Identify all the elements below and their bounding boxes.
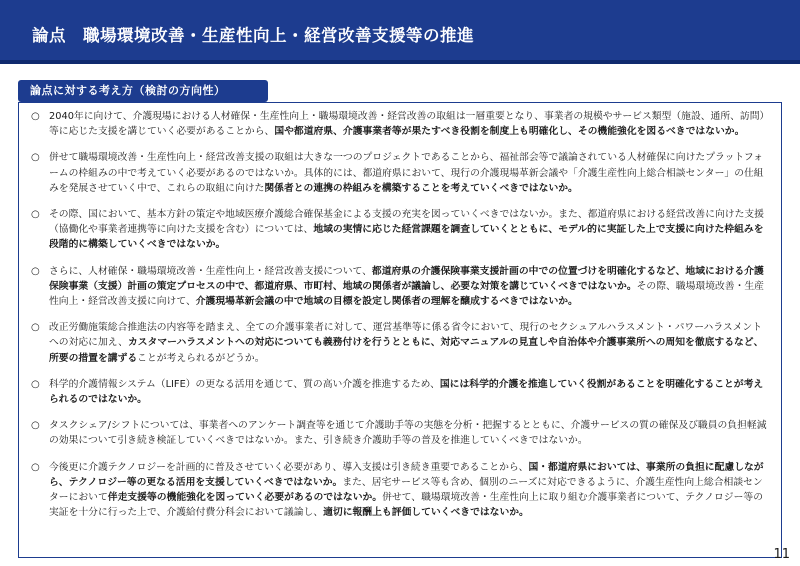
body-text: 併せて、職場環境改善・生産性向上に取り組む介護事業者について、テクノロジー等の実証を十分に行った上で、介護給付費分科会において議論し、 — [49, 492, 763, 519]
bold-text: 国や都道府県、介護事業者等が果たすべき役割を制度上も明確化し、その機能強化を図るべきではないか。 — [274, 126, 745, 138]
body-text: その際、職場環境改善・生産性向上・経営改善支援に向けて、 — [49, 280, 764, 308]
bold-text: 関係者との連携の枠組みを構築することを考えていくべきではないか。 — [264, 182, 578, 194]
bullet-item — [31, 418, 769, 448]
body-text: ことが考えられるがどうか。 — [137, 352, 265, 364]
bullet-marker: ○ — [31, 461, 40, 473]
bullet-item — [31, 207, 769, 253]
bold-text: 伴走支援等の機能強化を図っていく必要があるのではないか。 — [107, 492, 383, 504]
bullet-marker: ○ — [31, 265, 40, 277]
bold-text: 適切に報酬上も評価していくべきではないか。 — [323, 507, 529, 519]
body-text: 併せて職場環境改善・生産性向上・経営改善支援の取組は大きな一つのプロジェクトであることから、福祉部会等で議論されている人材確保に向けたプラットフォームの枠組みの中で考えていく必要があるのではないか。具体的には、都道府県において、現行の介護現場革新会議や「介護生産性向上総合相談センター」の仕組みを発展させていく中で、これらの取組に向けた — [49, 152, 764, 194]
bullet-item — [31, 264, 769, 310]
body-text: さらに、人材確保・職場環境改善・生産性向上・経営改善支援について、 — [49, 265, 372, 277]
bullet-item — [31, 109, 769, 139]
bullet-marker: ○ — [31, 378, 40, 390]
body-text: その際、国において、基本方針の策定や地域医療介護総合確保基金による支援の充実を図っていくべきではないか。また、都道府県における経営改善に向けた支援（協働化や事業者連携等に向けた支援を含む）については、 — [49, 209, 764, 236]
content-box — [18, 102, 782, 558]
bold-text: 介護現場革新会議の中で地域の目標を設定し関係者の理解を醸成するべきではないか。 — [195, 296, 578, 308]
page-number: 11 — [773, 547, 790, 562]
body-text: 今後更に介護テクノロジーを計画的に普及させていく必要があり、導入支援は引き続き重要であることから、 — [49, 461, 529, 473]
body-text: 改正労働施策総合推進法の内容等を踏まえ、全ての介護事業者に対して、運営基準等に係る省令において、現行のセクシュアルハラスメント・パワーハラスメントへの対応に加え、 — [49, 322, 763, 349]
bullet-item — [31, 150, 769, 196]
bullet-marker: ○ — [31, 420, 40, 432]
bullet-marker: ○ — [31, 111, 40, 122]
bold-text: 地域の実情に応じた経営課題を調査していくとともに、モデル的に実証した上で支援に向けた枠組みを段階的に構築していくべきではないか。 — [49, 224, 764, 251]
bold-text: 国・都道府県においては、事業所の負担に配慮しながら、テクノロジー等の更なる活用を支援していくべきではないか。 — [49, 461, 764, 488]
bullet-marker: ○ — [31, 152, 40, 164]
bullet-item — [31, 377, 769, 407]
bullet-item — [31, 460, 769, 521]
bullet-marker: ○ — [31, 209, 40, 221]
section-label: 論点に対する考え方（検討の方向性） — [18, 80, 268, 102]
bullet-marker: ○ — [31, 322, 40, 334]
bold-text: カスタマーハラスメントへの対応についても義務付けを行うとともに、対応マニュアルの見直しや自治体や介護事業所への周知を徹底するなど、所要の措置を講ずる — [49, 337, 764, 364]
body-text: 2040年に向けて、介護現場における人材確保・生産性向上・職場環境改善・経営改善の取組は一層重要となり、事業者の規模やサービス類型（施設、通所、訪問）等に応じた支援を講じていく必要があることから、 — [49, 111, 765, 138]
body-text: 科学的介護情報システム（LIFE）の更なる活用を通じて、質の高い介護を推進するため、 — [49, 378, 440, 390]
body-text: タスクシェア/シフトについては、事業者へのアンケート調査等を通じて介護助手等の実態を分析・把握するとともに、介護サービスの質の確保及び職員の負担軽減の効果について引き続き検証していくべきではないか。また、引き続き介護助手等の普及を推進していくべきではないか。 — [49, 420, 767, 447]
bullet-item — [31, 320, 769, 366]
body-text: また、居宅サービス等も含め、個別のニーズに対応できるように、介護生産性向上総合相談センターにおいて — [49, 476, 763, 504]
bold-text: 国には科学的介護を推進していく役割があることを明確化することが考えられるのではないか。 — [49, 378, 764, 406]
page-title: 論点 職場環境改善・生産性向上・経営改善支援等の推進 — [32, 26, 474, 45]
bold-text: 都道府県の介護保険事業支援計画の中での位置づけを明確化するなど、地域における介護保険事業（支援）計画の策定プロセスの中で、都道府県、市町村、地域の関係者が議論し、必要な対策を講じていくべきではないか。 — [49, 265, 764, 292]
header-bar — [0, 0, 800, 64]
